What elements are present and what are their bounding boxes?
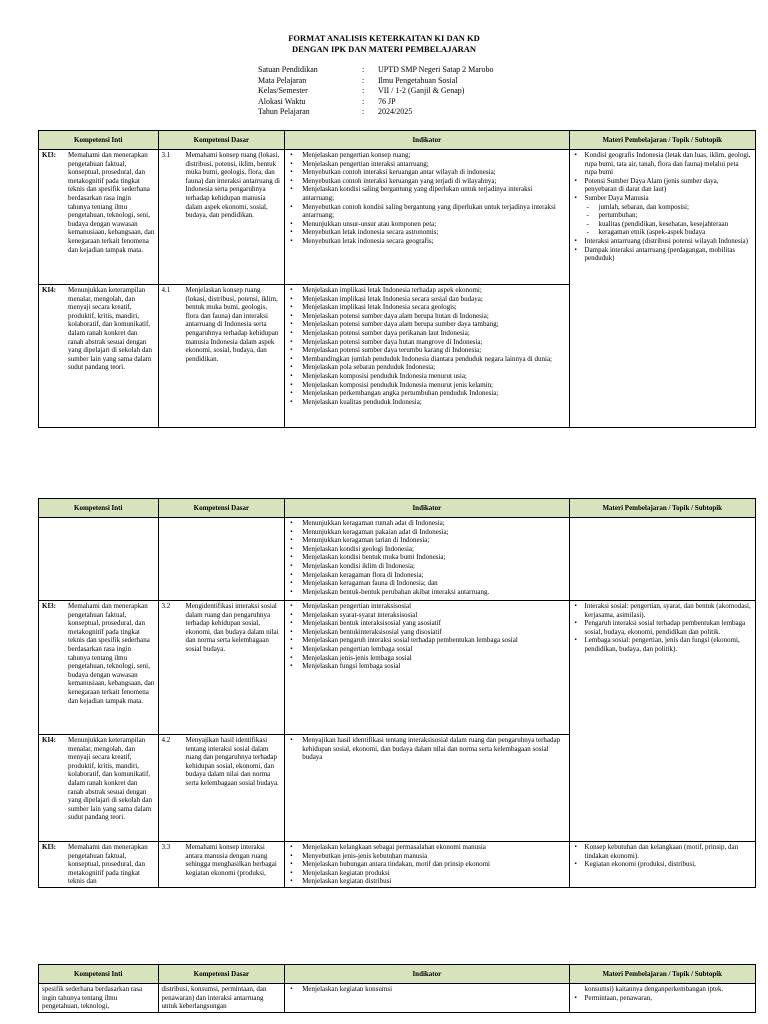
ki3-label: KI3:	[42, 151, 56, 159]
materi-cell	[569, 984, 755, 1013]
indikator-list	[288, 519, 565, 596]
list-item: ▪ Menjelaskan kondisi saling bergantung yang diperlukan untuk terjadinya interaksi antarruang;	[302, 185, 565, 202]
info-key: Alokasi Waktu	[258, 96, 306, 106]
info-value: Ilmu Pengetahuan Sosial	[378, 75, 458, 85]
indikator-cell	[285, 150, 569, 285]
materi-cell	[569, 842, 755, 888]
header-materi: Materi Pembelajaran / Topik / Subtopik	[569, 965, 755, 984]
header-indikator: Indikator	[285, 131, 569, 150]
materi-item	[585, 177, 752, 194]
table-3-viewport	[0, 964, 768, 1024]
list-item: ▪ Menjelaskan keragaman flora di Indonesia;	[302, 571, 565, 580]
kd-4-2-cell	[158, 735, 285, 842]
list-item: ▪ Menjelaskan fungsi lembaga sosial	[302, 662, 565, 671]
list-item: ▪ Pengaruh interaksi sosial terhadap pembentukan lembaga sosial, budaya, ekonomi, pendidikan dan politik.	[585, 619, 752, 636]
list-item: ▪ Menjelaskan pola sebaran penduduk Indonesia;	[302, 363, 565, 372]
table-row	[39, 842, 756, 888]
analysis-table-1	[38, 130, 756, 428]
list-item: ▪ Membandingkan jumlah penduduk Indonesia diantara penduduk negara lainnya di dunia;	[302, 355, 565, 364]
header-indikator: Indikator	[285, 499, 569, 518]
header-indikator: Indikator	[285, 965, 569, 984]
indikator-cell	[285, 285, 569, 428]
materi-sublist	[585, 203, 752, 237]
list-item: ▪ Menjelaskan perkembangan angka pertumbuhan penduduk Indonesia;	[302, 389, 565, 398]
materi-item	[585, 237, 752, 246]
list-item: ▪ Menjelaskan potensi sumber daya terumbu karang di Indonesia;	[302, 346, 565, 355]
list-item: ▪ Menjelaskan implikasi letak Indonesia secara geologis;	[302, 303, 565, 312]
ki4-label: KI4:	[42, 286, 56, 294]
document-title-line-2: DENGAN IPK DAN MATERI PEMBELAJARAN	[291, 44, 476, 54]
materi-cell	[569, 150, 755, 428]
table-row	[39, 150, 756, 285]
list-item: ▪ Menjelaskan syarat-syarat interaksisosial	[302, 611, 565, 620]
kd-3-3-cell	[158, 984, 285, 1013]
info-row	[258, 97, 493, 108]
ki4-cell	[39, 735, 159, 842]
header-kompetensi-dasar: Kompetensi Dasar	[158, 965, 285, 984]
info-row	[258, 86, 493, 97]
materi-item	[585, 151, 752, 177]
info-colon: :	[362, 107, 365, 116]
indikator-list	[288, 843, 565, 886]
list-item: ▪ Menjelaskan pengertian interaksisosial	[302, 602, 565, 611]
kd-3-2-cell	[158, 601, 285, 735]
table-row	[39, 518, 756, 601]
materi-list	[573, 843, 752, 869]
table-row	[39, 984, 756, 1013]
info-key: Tahun Pelajaran	[258, 107, 310, 116]
list-item: ▪ Menjelaskan komposisi penduduk Indonesia menurut usia;	[302, 372, 565, 381]
table-header-row	[39, 965, 756, 984]
ki3-label: KI3:	[42, 602, 56, 610]
table-header-row	[39, 499, 756, 518]
materi-subitem: - kualitas (pendidikan, kesehatan, kesejahteraan	[599, 220, 752, 229]
info-colon: :	[362, 75, 365, 85]
list-item: ▪ Menjelaskan pengertian lembaga sosial	[302, 645, 565, 654]
ki3-text: Memahami dan menerapkan pengetahuan faktual, konseptual, prosedural, dan metakognitif pada tingkat teknis dan spesifik sederhana berdasarkan rasa ingin tahunya tentang ilmu pengetahuan, teknologi, seni, budaya dengan wawasan kemanusiaan, kebangsaan, dan kenegaraan terkait fenomena dan kejadian tampak mata.	[68, 151, 155, 254]
kd-text: Menyajikan hasil identifikasi tentang interaksi sosial dalam ruang dan pengaruhnya terhadap kehidupan sosial, ekonomi, dan budaya dalam nilai dan norma serta kelembagaan sosial budaya.	[185, 736, 279, 787]
indikator-cell	[285, 984, 569, 1013]
list-item: ▪ Menjelaskan kegiatan distribusi	[302, 877, 565, 886]
list-item: ▪ Menjelaskan keragaman fauna di Indonesia; dan	[302, 579, 565, 588]
kd-4-1-cell	[158, 285, 285, 428]
materi-subitem: - jumlah, sebaran, dan komposisi;	[599, 203, 752, 212]
materi-subitem: - keragaman etnik (aspek-aspek budaya	[599, 228, 752, 237]
kd-text: Mengidentifikasi interaksi sosial dalam ruang dan pengaruhnya terhadap kehidupan sosial, ekonomi, dan budaya dalam nilai dan norma serta kelembagaan sosial budaya.	[185, 602, 279, 653]
list-item: ▪ Menyajikan hasil identifikasi tentang interaksisosial dalam ruang dan pengaruhnya terhadap kehidupan sosial, ekonomi, dan budaya dalam nilai dan norma serta kelembagaan sosial budaya	[302, 736, 565, 762]
list-item: ▪ Menjelaskan potensi sumber daya alam berupa hutan di Indonesia;	[302, 312, 565, 321]
materi-item-text: Sumber Daya Manusia	[584, 193, 649, 202]
kd-number: 3.2	[161, 602, 171, 610]
materi-cell	[569, 601, 755, 842]
document-info	[258, 65, 493, 118]
materi-item-text: Kondisi geografis Indonesia (letak dan luas, iklim, geologi, rupa bumi, tata air, tanah, flora dan fauna) melalui peta rupa bumi	[584, 151, 751, 177]
list-item: ▪ Lembaga sosial: pengertian, jenis dan fungsi (ekonomi, pendidikan, budaya, dan politik).	[585, 636, 752, 653]
kd-text: distribusi, konsumsi, permintaan, dan penawaran) dan interaksi antarruang untuk keberlangsungan	[161, 985, 267, 1011]
list-item: ▪ Menjelaskan bentuk-bentuk perubahan akibat interaksi antarruang.	[302, 588, 565, 597]
info-key: Satuan Pendidikan	[258, 65, 318, 74]
list-item: ▪ Menyebutkan jenis-jenis kebutuhan manusia	[302, 852, 565, 861]
indikator-cell	[285, 842, 569, 888]
header-kompetensi-dasar: Kompetensi Dasar	[158, 131, 285, 150]
list-item: ▪ Menjelaskan potensi sumber daya hutan mangrove di Indonesia;	[302, 338, 565, 347]
materi-subitem: - pertumbuhan;	[599, 211, 752, 220]
info-colon: :	[362, 86, 365, 95]
list-item: ▪ Menyebutkan contoh interaksi keruangan yang terjadi di wilayahnya;	[302, 177, 565, 186]
header-materi: Materi Pembelajaran / Topik / Subtopik	[569, 131, 755, 150]
list-item: ▪ Menunjukkan keragaman tarian di Indonesia;	[302, 536, 565, 545]
list-item: ▪ Menjelaskan potensi sumber daya perikanan laut Indonesia;	[302, 329, 565, 338]
list-item: ▪ Menjelaskan pengaruh interaksi sosial terhadap pembentukan lembaga sosial	[302, 636, 565, 645]
info-key: Kelas/Semester	[258, 86, 308, 95]
list-item: ▪ Menjelaskan kondisi bentuk muka bumi Indonesia;	[302, 553, 565, 562]
ki4-text: Menunjukkan keterampilan menalar, mengolah, dan menyaji secara kreatif, produktif, kritis, mandiri, kolaboratif, dan komunikatif, dalam ranah konkret dan ranah abstrak sesuai dengan yang dipelajari di sekolah dan sumber lain yang sama dalam sudut pandang teori.	[68, 736, 152, 822]
ki3-label: KI3:	[42, 843, 56, 851]
kd-number: 4.2	[161, 736, 171, 744]
list-item: ▪ Menyebutkan contoh interaksi keruangan antar wilayah di indonesia;	[302, 168, 565, 177]
kd-text: Memahami konsep ruang (lokasi, distribusi, potensi, iklim, bentuk muka bumi, geologis, flora, dan fauna) dan interaksi antarruang di Indonesia serta pengaruhnya terhadap kehidupan manusia dalam aspek ekonomi, sosial, budaya, dan pendidikan.	[185, 151, 280, 220]
indikator-list	[288, 286, 565, 406]
list-item: ▪ Menjelaskan pengertian konsep ruang;	[302, 151, 565, 160]
info-row	[258, 107, 493, 118]
indikator-cell	[285, 518, 569, 601]
materi-list	[573, 602, 752, 654]
list-item: ▪ Kegiatan ekonomi (produksi, distribusi,	[585, 860, 752, 869]
indikator-cell	[285, 601, 569, 735]
header-kompetensi-dasar: Kompetensi Dasar	[158, 499, 285, 518]
info-key: Mata Pelajaran	[258, 75, 307, 85]
ki3-cell	[39, 842, 159, 888]
materi-list	[573, 151, 752, 263]
analysis-table-2	[38, 498, 756, 888]
materi-item-text: Potensi Sumber Daya Alam (jenis sumber daya, penyebaran di darat dan laut)	[584, 176, 719, 194]
indikator-list	[288, 985, 565, 994]
list-item: ▪ Menjelaskan kegiatan konsumsi	[302, 985, 565, 994]
list-item: ▪ Menjelaskan kondisi iklim di Indonesia;	[302, 562, 565, 571]
list-item: ▪ Menjelaskan kondisi geologi Indonesia;	[302, 545, 565, 554]
info-value: VII / 1-2 (Ganjil & Genap)	[378, 86, 465, 95]
materi-list	[573, 994, 752, 1003]
list-item: ▪ Menjelaskan kualitas penduduk Indonesia;	[302, 398, 565, 407]
indikator-list	[288, 151, 565, 246]
list-item: ▪ Menyebutkan letak indonesia secara geografis;	[302, 237, 565, 246]
info-colon: :	[362, 65, 365, 74]
list-item: ▪ Menjelaskan hubungan antara tindakan, motif dan prinsip ekonomi	[302, 860, 565, 869]
list-item: ▪ Menjelaskan kelangkaan sebagai permasalahan ekonomi manusia	[302, 843, 565, 852]
materi-continuation: konsumsi) kaitannya denganperkembangan iptek.	[584, 985, 724, 993]
info-value: UPTD SMP Negeri Satap 2 Marobo	[378, 65, 494, 74]
ki3-cell	[39, 601, 159, 735]
list-item: ▪ Menyebutkan contoh kondisi saling bergantung yang diperlukan untuk terjadinya interaksi antarruang;	[302, 203, 565, 220]
list-item: ▪ Menyebutkan letak indonesia secara astronomis;	[302, 228, 565, 237]
list-item: ▪ Menjelaskan potensi sumber daya alam berupa sumber daya tambang;	[302, 320, 565, 329]
table-row	[39, 601, 756, 735]
kd-text: Menjelaskan konsep ruang (lokasi, distribusi, potensi, iklim, bentuk muka bumi, geologis, flora dan fauna) dan interaksi antarruang di Indonesia serta pengaruhnya terhadap kehidupan manusia Indonesia dalam aspek ekonomi, sosial, budaya, dan pendidikan.	[185, 286, 279, 363]
ki4-text: Menunjukkan keterampilan menalar, mengolah, dan menyaji secara kreatif, produktif, kritis, mandiri, kolaboratif, dan komunikatif, dalam ranah konkret dan ranah abstrak sesuai dengan yang dipelajari di sekolah dan sumber lain yang sama dalam sudut pandang teori.	[68, 286, 152, 372]
ki3-text: Memahami dan menerapkan pengetahuan faktual, konseptual, prosedural, dan metakognitif pada tingkat teknis dan spesifik sederhana berdasarkan rasa ingin tahunya tentang ilmu pengetahuan, teknologi, seni, budaya dengan wawasan kemanusiaan, kebangsaan, dan kenegaraan terkait fenomena dan kejadian tampak mata.	[68, 602, 155, 705]
indikator-list	[288, 736, 565, 762]
kd-number: 4.1	[161, 286, 171, 294]
kd-text: Memahami konsep interaksi antara manusia dengan ruang sehingga menghasilkan berbagai kegiatan ekonomi (produksi,	[185, 843, 277, 877]
kd-number: 3.1	[161, 151, 171, 159]
kd-3-1-cell	[158, 150, 285, 285]
ki3-cell	[39, 150, 159, 285]
ki3-text: Memahami dan menerapkan pengetahuan faktual, konseptual, prosedural, dan metakognitif pada tingkat teknis dan	[68, 843, 148, 886]
indikator-cell	[285, 735, 569, 842]
header-kompetensi-inti: Kompetensi Inti	[39, 131, 159, 150]
materi-item-text: Interaksi antarruang (distribusi potensi wilayah Indonesia)	[584, 236, 748, 245]
list-item: ▪ Menjelaskan implikasi letak Indonesia secara sosial dan budaya;	[302, 295, 565, 304]
materi-item-text: Dampak interaksi antarruang (perdagangan, mobilitas penduduk)	[584, 245, 736, 263]
ki4-label: KI4:	[42, 736, 56, 744]
table-header-row	[39, 131, 756, 150]
header-materi: Materi Pembelajaran / Topik / Subtopik	[569, 499, 755, 518]
info-value: 2024/2025	[378, 107, 413, 116]
list-item: ▪ Menjelaskan kegiatan produksi	[302, 869, 565, 878]
list-item: ▪ Menjelaskan bentuk interaksisosial yang asosiatif	[302, 619, 565, 628]
ki3-text: spesifik sederhana berdasarkan rasa ingin tahunya tentang ilmu pengetahuan, teknologi,	[42, 985, 143, 1011]
info-colon: :	[362, 96, 365, 106]
ki3-cell	[39, 984, 159, 1013]
document-title-line-1: FORMAT ANALISIS KETERKAITAN KI DAN KD	[288, 33, 480, 43]
header-kompetensi-inti: Kompetensi Inti	[39, 499, 159, 518]
analysis-table-3	[38, 964, 756, 1013]
materi-item	[585, 246, 752, 263]
list-item: ▪ Menjelaskan bentukinteraksisosial yang disosiatif	[302, 628, 565, 637]
ki4-cell	[39, 285, 159, 428]
list-item: ▪ Konsep kebutuhan dan kelangkaan (motif, prinsip, dan tindakan ekonomi).	[585, 843, 752, 860]
list-item: ▪ Menjelaskan implikasi letak Indonesia terhadap aspek ekonomi;	[302, 286, 565, 295]
list-item: ▪ Menunjukkan keragaman pakaian adat di Indonesia;	[302, 528, 565, 537]
info-value: 76 JP	[378, 96, 396, 106]
info-row	[258, 76, 493, 87]
list-item: ▪ Menjelaskan jenis-jenis lembaga sosial	[302, 654, 565, 663]
list-item: ▪ Interaksi sosial: pengertian, syarat, dan bentuk (akomodasi, kerjasama, asimilasi).	[585, 602, 752, 619]
list-item: ▪ Permintaan, penawaran,	[585, 994, 752, 1003]
materi-item	[585, 194, 752, 237]
list-item: ▪ Menjelaskan pengertian interaksi antarruang;	[302, 160, 565, 169]
list-item: ▪ Menunjukkan keragaman rumah adat di Indonesia;	[302, 519, 565, 528]
kd-number: 3.3	[161, 843, 171, 851]
indikator-list	[288, 602, 565, 671]
list-item: ▪ Menjelaskan komposisi penduduk Indonesia menurut jenis kelamin;	[302, 381, 565, 390]
kd-3-3-cell	[158, 842, 285, 888]
header-kompetensi-inti: Kompetensi Inti	[39, 965, 159, 984]
info-row	[258, 65, 493, 76]
list-item: ▪ Menunjukkan unsur-unsur atau komponen peta;	[302, 220, 565, 229]
